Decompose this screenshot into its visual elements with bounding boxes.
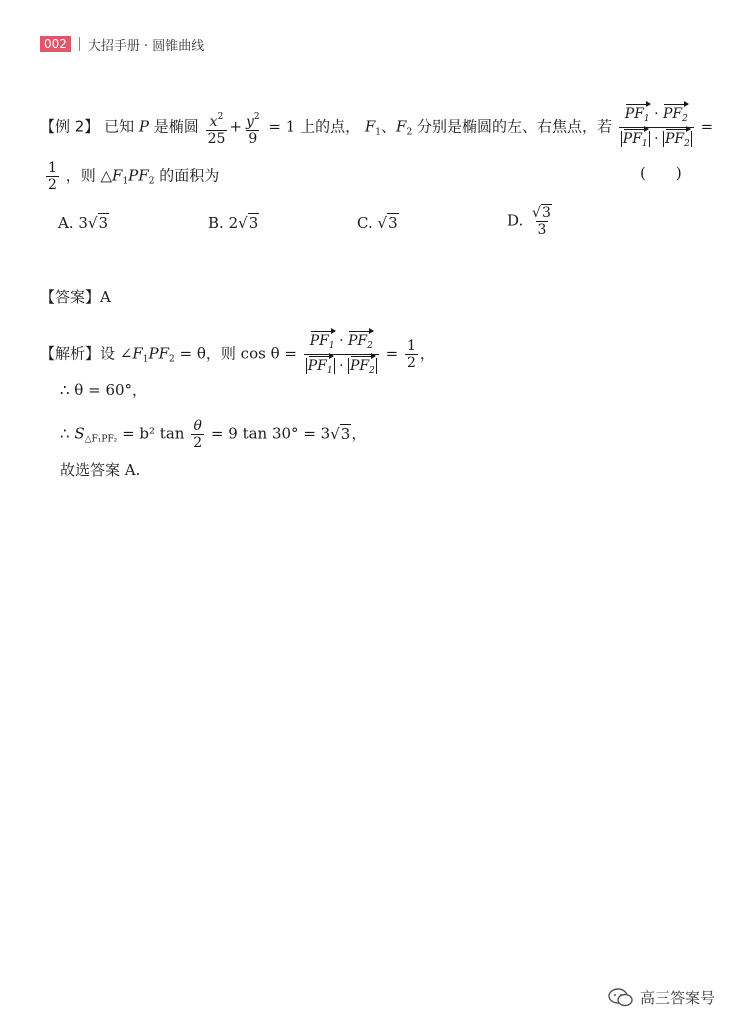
- problem-text-a: 已知: [104, 117, 135, 136]
- analysis-step-1: ∴ θ = 60°，: [60, 381, 148, 399]
- problem-text-c: 上的点，: [300, 117, 361, 136]
- problem-text-d: 分别是椭圆的左、右焦点，若: [416, 117, 612, 136]
- analysis-step-2: ∴ $S_{\triangle F_1PF_2} = b^2$ tan $\frac{\theta}{2}$ = 9 tan 30° = 3√3，: [60, 418, 367, 451]
- eq-one: = 1: [268, 117, 296, 136]
- analysis-line-1: 【解析】设 $\angle F_1PF_2 = \theta$，则 cos θ = $\frac{PF_1 \cdot PF_2}{PF_1 \cdot PF_2}$ = $\frac{1}{2}$ ，: [40, 330, 435, 379]
- watermark-text: 高三答案号: [639, 989, 715, 1007]
- page-header: [40, 35, 204, 53]
- option-c: C. √3: [357, 214, 398, 232]
- fraction-x2-25: $\frac{x^2}{25}$: [207, 111, 226, 147]
- problem-text-f: 的面积为: [159, 166, 220, 185]
- analysis-conclusion: 故选答案 A.: [60, 461, 141, 479]
- header-divider: [79, 37, 80, 51]
- option-d: D. $\frac{√3}{3}$: [507, 205, 551, 238]
- cos-fraction: $\frac{PF_1 \cdot PF_2}{PF_1 \cdot PF_2}$: [619, 103, 694, 152]
- wechat-icon: [608, 988, 634, 1008]
- analysis-cos-fraction: $\frac{PF_1 \cdot PF_2}{PF_1 \cdot PF_2}$: [304, 330, 379, 379]
- book-title: 大招手册 · 圆锥曲线: [87, 38, 205, 54]
- fraction-half: $\frac{1}{2}$: [48, 160, 57, 193]
- watermark: [608, 987, 715, 1008]
- fraction-y2-9: $\frac{y^2}{9}$: [245, 111, 260, 147]
- answer-paren: ( ): [640, 164, 682, 182]
- problem-line-2: $\frac{1}{2}$ ，则 $\triangle F_1PF_2$ 的面积为: [48, 160, 220, 193]
- problem-line-1: 【例 2】 已知 P 是椭圆 $\frac{x^2}{25}$ + $\frac{y^2}{9}$ = 1 上的点， $F_1$、$F_2$ 分别是椭圆的左、右焦点，若 $\frac{PF_1 \cdot PF_2}{PF_1 \cdot PF_2}$ =: [40, 103, 713, 152]
- answer-value: A: [100, 288, 111, 306]
- page-number: 002: [40, 36, 71, 52]
- option-b: B. 2√3: [208, 214, 259, 232]
- var-p: P: [138, 117, 149, 136]
- problem-tag: 【例 2】: [40, 117, 100, 136]
- option-a: A. 3√3: [58, 214, 109, 232]
- answer-line: 【答案】A: [40, 288, 111, 306]
- problem-text-b: 是椭圆: [153, 117, 199, 136]
